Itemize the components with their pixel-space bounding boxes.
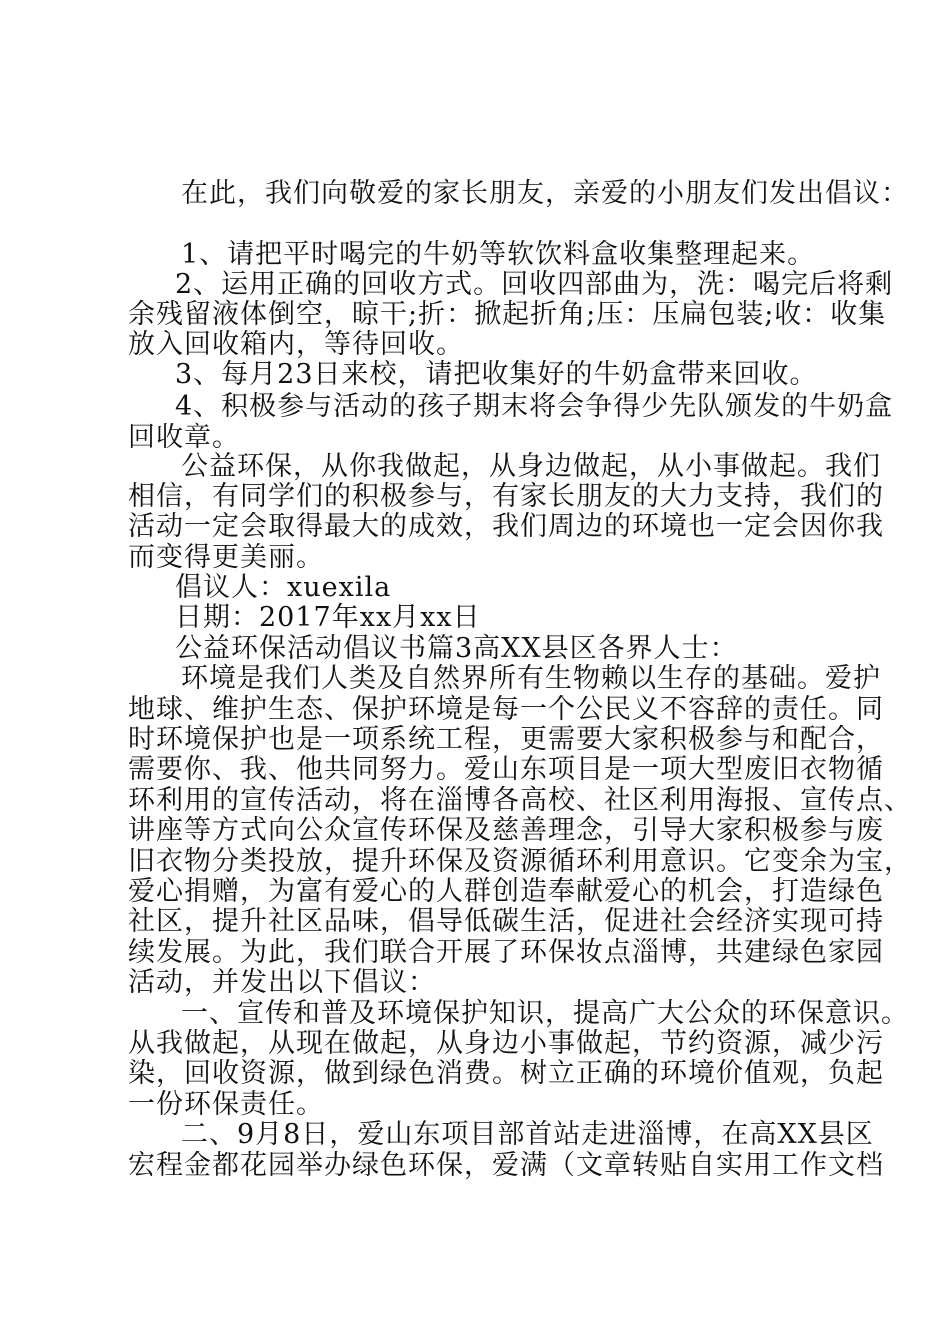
text-line: 2、运用正确的回收方式。回收四部曲为，洗：喝完后将剩 (175, 269, 894, 300)
text-line: 公益环保活动倡议书篇3高XX县区各界人士： (175, 633, 738, 664)
text-line: 讲座等方式向公众宣传环保及慈善理念，引导大家积极参与废 (128, 815, 884, 846)
text-line: 爱心捐赠，为富有爱心的人群创造奉献爱心的机会，打造绿色 (128, 876, 884, 907)
text-line: 公益环保，从你我做起，从身边做起，从小事做起。我们 (181, 451, 881, 482)
text-line: 旧衣物分类投放，提升环保及资源循环利用意识。它变余为宝， (128, 846, 912, 877)
text-line: 一、宣传和普及环境保护知识，提高广大公众的环保意识。 (181, 998, 909, 1029)
text-line: 续发展。为此，我们联合开展了环保妆点淄博，共建绿色家园 (128, 937, 884, 968)
text-line: 放入回收箱内，等待回收。 (128, 329, 464, 360)
text-line: 时环境保护也是一项系统工程，更需要大家积极参与和配合， (128, 724, 884, 755)
text-line: 需要你、我、他共同努力。爱山东项目是一项大型废旧衣物循 (128, 754, 884, 785)
text-line: 倡议人：xuexila (175, 572, 392, 603)
text-line: 环境是我们人类及自然界所有生物赖以生存的基础。爱护 (181, 663, 881, 694)
text-line: 3、每月23日来校，请把收集好的牛奶盒带来回收。 (175, 359, 818, 390)
text-line: 从我做起，从现在做起，从身边小事做起，节约资源，减少污 (128, 1028, 884, 1059)
text-line: 环利用的宣传活动，将在淄博各高校、社区利用海报、宣传点、 (128, 785, 912, 816)
text-line: 地球、维护生态、保护环境是每一个公民义不容辞的责任。同 (128, 694, 884, 725)
text-line: 回收章。 (128, 422, 240, 453)
text-line: 日期：2017年xx月xx日 (175, 602, 481, 633)
text-line: 活动，并发出以下倡议： (128, 967, 436, 998)
text-line: 活动一定会取得最大的成效，我们周边的环境也一定会因你我 (128, 511, 884, 542)
text-line: 一份环保责任。 (128, 1089, 324, 1120)
text-line: 余残留液体倒空，晾干;折：掀起折角;压：压扁包装;收：收集 (128, 299, 887, 330)
text-line: 染，回收资源，做到绿色消费。树立正确的环境价值观，负起 (128, 1058, 884, 1089)
text-line: 4、积极参与活动的孩子期末将会争得少先队颁发的牛奶盒 (175, 391, 894, 422)
text-line: 在此，我们向敬爱的家长朋友，亲爱的小朋友们发出倡议： (181, 178, 909, 209)
text-line: 相信，有同学们的积极参与，有家长朋友的大力支持，我们的 (128, 481, 884, 512)
text-line: 而变得更美丽。 (128, 542, 324, 573)
text-line: 二、9月8日，爱山东项目部首站走进淄博，在高XX县区 (181, 1119, 874, 1150)
text-line: 1、请把平时喝完的牛奶等软饮料盒收集整理起来。 (181, 239, 816, 270)
text-line: 社区，提升社区品味，倡导低碳生活，促进社会经济实现可持 (128, 906, 884, 937)
text-line: 宏程金都花园举办绿色环保，爱满（文章转贴自实用工作文档 (128, 1150, 884, 1181)
